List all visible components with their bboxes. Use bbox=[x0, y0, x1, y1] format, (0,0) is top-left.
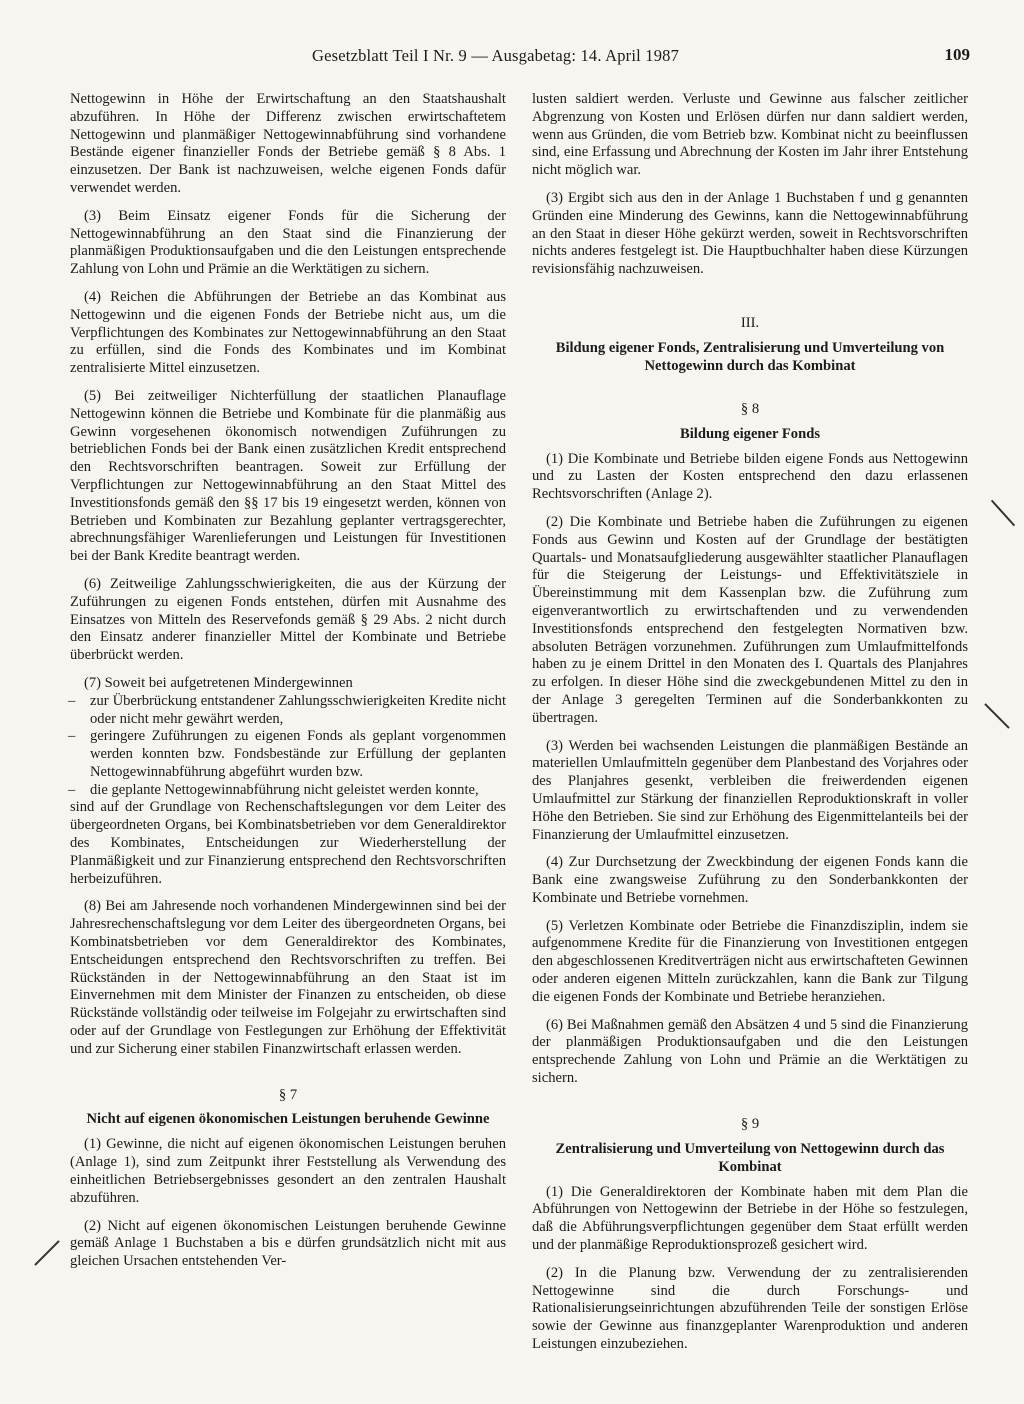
section-8-title: Bildung eigener Fonds bbox=[679, 425, 821, 442]
page-number: 109 bbox=[944, 45, 970, 64]
paragraph-3: (3) Ergibt sich aus den in der Anlage 1 Buchstaben f und g genannten Gründen eine Minderung des Gewinns, kann die Nettogewinnabführung an den Staat in dieser Höhe gekürzt werden, soweit in Rechtsvorschriften nichts anderes festgelegt ist. Die Hauptbuchhalter haben diese Kürzungen revisionsfähig nachzuweisen. bbox=[532, 189, 968, 278]
list-item: – geringere Zuführungen zu eigenen Fonds als geplant vorgenommen werden konnten bzw. Fondsbestände zur Erfüllung der geplanten Nettogewinnabführung abgeführt wurden bzw. bbox=[70, 728, 506, 781]
paragraph-continuation: lusten saldiert werden. Verluste und Gewinne aus falscher zeitlicher Abgrenzung von Kosten und Erlösen dürfen nur dann saldiert werden, wenn aus Gründen, die vom Betrieb bzw. Kombinat nicht zu beeinflussen sind, eine Erfassung und Abrechnung der Kosten im Jahr ihrer Entstehung nicht möglich war. bbox=[532, 91, 968, 179]
part-title: Bildung eigener Fonds, Zentralisierung und Umverteilung von Nettogewinn durch das Kombinat bbox=[555, 339, 945, 374]
right-column bbox=[532, 91, 968, 1364]
section-8-paragraph-6: (6) Bei Maßnahmen gemäß den Absätzen 4 und 5 sind die Finanzierung der planmäßigen Produktionsaufgaben und die den Leistungen entsprechende Zahlung von Lohn und Prämie an die Werktätigen zu sichern. bbox=[532, 1016, 968, 1087]
margin-mark bbox=[34, 1240, 59, 1265]
section-8-paragraph-5: (5) Verletzen Kombinate oder Betriebe die Finanzdisziplin, indem sie aufgenommene Kredite für die Finanzierung von Investitionen entgegen den abgeschlossenen Kreditverträgen nicht aus erwirtschafteten Gewinnen oder anderen eigenen Mitteln zurückzahlen, kann die Bank zur Tilgung die eigenen Fonds der Kombinate und Betriebe heranziehen. bbox=[532, 917, 968, 1005]
running-header-title: Gesetzblatt Teil I Nr. 9 — Ausgabetag: 14. April 1987 bbox=[312, 46, 680, 65]
list-item: – zur Überbrückung entstandener Zahlungsschwierigkeiten Kredite nicht oder nicht mehr gewährt werden, bbox=[70, 693, 506, 729]
section-9-number: § 9 bbox=[740, 1115, 760, 1132]
paragraph-7-intro: (7) Soweit bei aufgetretenen Mindergewinnen bbox=[84, 674, 353, 691]
section-8-paragraph-2: (2) Die Kombinate und Betriebe haben die Zuführungen zu eigenen Fonds aus Gewinn und Kosten auf der Grundlage der bestätigten Quartals- und Monatsaufgliederung ausgewählter staatlicher Planauflagen für die Steigerung der Leistungs- und Effektivitätsziele in Übereinstimmung mit dem Kassenplan bzw. die Zuführung zum eigenverantwortlich zu erwirtschaftenden und zu verwendenden Investitionsfonds entsprechend den festgelegten Normativen bzw. absoluten Beträgen vorzunehmen. Zuführungen zum Umlaufmittelfonds haben zu je einem Drittel in den Monaten des I. Quartals des Planjahres zu erfolgen. In dieser Höhe sind die zweckgebundenen Mittel zu den in der Anlage 3 geregelten Terminen auf die Sonderbankkonten zu übertragen. bbox=[532, 513, 968, 726]
paragraph-3: (3) Beim Einsatz eigener Fonds für die Sicherung der Nettogewinnabführung an den Staat sind die Finanzierung der planmäßigen Produktionsaufgaben und die den Leistungen entsprechende Zahlung von Lohn und Prämie an die Werktätigen zu sichern. bbox=[70, 207, 506, 278]
paragraph-continuation: Nettogewinn in Höhe der Erwirtschaftung an den Staatshaushalt abzuführen. In Höhe der Differenz zwischen erwirtschaftetem Nettogewinn und planmäßiger Nettogewinnabführung sind vorhandene Bestände eigener finanzieller Fonds der Betriebe gemäß § 8 Abs. 1 einzusetzen. Der Bank ist nachzuweisen, welche eigenen Fonds dafür verwendet werden. bbox=[70, 91, 506, 196]
left-column bbox=[70, 91, 506, 1281]
section-8-paragraph-3: (3) Werden bei wachsenden Leistungen die planmäßigen Bestände an materiellen Umlaufmitteln gegenüber dem Planbestand des Vorjahres oder des Planjahres gesenkt, verbleiben die freiwerdenden eigenen Umlaufmittel zur Stärkung der finanziellen Reproduktionskraft in voller Höhe den Betrieben. Sie sind zur Erhöhung des Eigenmittelanteils bei der Finanzierung der Umlaufmittel einzusetzen. bbox=[532, 737, 968, 843]
section-7-number: § 7 bbox=[278, 1086, 298, 1103]
section-9-paragraph-2: (2) In die Planung bzw. Verwendung der zu zentralisierenden Nettogewinne sind die durch Forschungs- und Rationalisierungseinrichtungen abzuführenden Teile der sonstigen Erlöse sowie der Gewinne aus finanzgeplanter Warenproduktion und anderen Leistungen einzubeziehen. bbox=[532, 1264, 968, 1353]
list-item: – die geplante Nettogewinnabführung nicht geleistet werden konnte, bbox=[70, 782, 506, 800]
paragraph-7-list bbox=[70, 693, 506, 800]
page-header bbox=[290, 46, 970, 70]
paragraph-5: (5) Bei zeitweiliger Nichterfüllung der staatlichen Planauflage Nettogewinn können die Betriebe und Kombinate für die planmäßig aus Gewinn vorgesehenen ökonomisch notwendigen Zuführungen zu betrieblichen Fonds bei der Bank einen zusätzlichen Kredit entsprechend den Rechtsvorschriften beantragen. Soweit zur Erfüllung der Verpflichtungen zur Nettogewinnabführung an den Staat Mittel des Investitionsfonds gemäß den §§ 17 bis 19 eingesetzt werden, können von Betrieben und Kombinaten zur Bezahlung geplanter vertragsgerechter, abrechnungsfähiger Warenlieferungen und Leistungen für Investitionen bei der Bank Kredite beantragt werden. bbox=[70, 387, 506, 565]
margin-mark bbox=[984, 703, 1009, 728]
paragraph-6: (6) Zeitweilige Zahlungsschwierigkeiten, die aus der Kürzung der Zuführungen zu eigenen Fonds entstehen, dürfen mit Ausnahme des Einsatzes von Mitteln des Reservefonds gemäß § 29 Abs. 2 nicht durch den Einsatz anderer finanzieller Mittel der Kombinate und Betriebe überbrückt werden. bbox=[70, 575, 506, 664]
section-7-title: Nicht auf eigenen ökonomischen Leistungen beruhende Gewinne bbox=[86, 1111, 490, 1128]
paragraph-8: (8) Bei am Jahresende noch vorhandenen Mindergewinnen sind bei der Jahresrechenschaftslegung vor dem Leiter des übergeordneten Organs, bei Kombinatsbetrieben vor dem Generaldirektor des Kombinates, Entscheidungen entsprechend den Rechtsvorschriften zu treffen. Bei Rückständen in der Nettogewinnabführung an den Staat ist im Einvernehmen mit dem Minister der Finanzen zu entscheiden, ob diese Rückstände vollständig oder teilweise im Folgejahr zu erwirtschaften sind oder auf der Grundlage von Festlegungen zur Erhöhung der Effektivität und zur Sicherung einer stabilen Finanzwirtschaft erlassen werden. bbox=[70, 898, 506, 1057]
section-8-number: § 8 bbox=[740, 400, 760, 417]
section-7-paragraph-1: (1) Gewinne, die nicht auf eigenen ökonomischen Leistungen beruhen (Anlage 1), sind zum Zeitpunkt ihrer Feststellung als Verwendung des einheitlichen Betriebsergebnisses gesondert an den zentralen Haushalt abzuführen. bbox=[70, 1136, 506, 1206]
paragraph-4: (4) Reichen die Abführungen der Betriebe an das Kombinat aus Nettogewinn und die eigenen Fonds der Betriebe nicht aus, um die Verpflichtungen des Kombinates zur Nettogewinnabführung an den Staat zu erfüllen, sind die Fonds des Kombinates und im Kombinat zentralisierte Mittel einzusetzen. bbox=[70, 288, 506, 377]
section-9-title: Zentralisierung und Umverteilung von Nettogewinn durch das Kombinat bbox=[555, 1140, 945, 1175]
part-number: III. bbox=[740, 314, 760, 331]
margin-mark bbox=[991, 500, 1015, 527]
section-8-paragraph-1: (1) Die Kombinate und Betriebe bilden eigene Fonds aus Nettogewinn und zu Lasten der Kosten entsprechend den dazu erlassenen Rechtsvorschriften (Anlage 2). bbox=[532, 450, 968, 503]
section-9-paragraph-1: (1) Die Generaldirektoren der Kombinate haben mit dem Plan die Abführungen von Nettogewinn der Betriebe in der Höhe so festzulegen, daß die Abführungsverpflichtungen gegenüber dem Staat erfüllt werden und der planmäßige Reproduktionsprozeß gesichert wird. bbox=[532, 1183, 968, 1254]
paragraph-7-rest: sind auf der Grundlage von Rechenschaftslegungen vor dem Leiter des übergeordneten Organs, bei Kombinatsbetrieben vor dem Generaldirektor des Kombinates, Entscheidungen zur Wiederherstellung der Planmäßigkeit und zur Finanzierung entsprechend den Rechtsvorschriften herbeizuführen. bbox=[70, 799, 506, 887]
section-7-paragraph-2: (2) Nicht auf eigenen ökonomischen Leistungen beruhende Gewinne gemäß Anlage 1 Buchstaben a bis e dürfen grundsätzlich nicht mit aus gleichen Ursachen entstehenden Ver- bbox=[70, 1217, 506, 1270]
section-8-paragraph-4: (4) Zur Durchsetzung der Zweckbindung der eigenen Fonds kann die Bank eine zwangsweise Zuführung zu den Sonderbankkonten der Kombinate und Betriebe vornehmen. bbox=[532, 854, 968, 906]
